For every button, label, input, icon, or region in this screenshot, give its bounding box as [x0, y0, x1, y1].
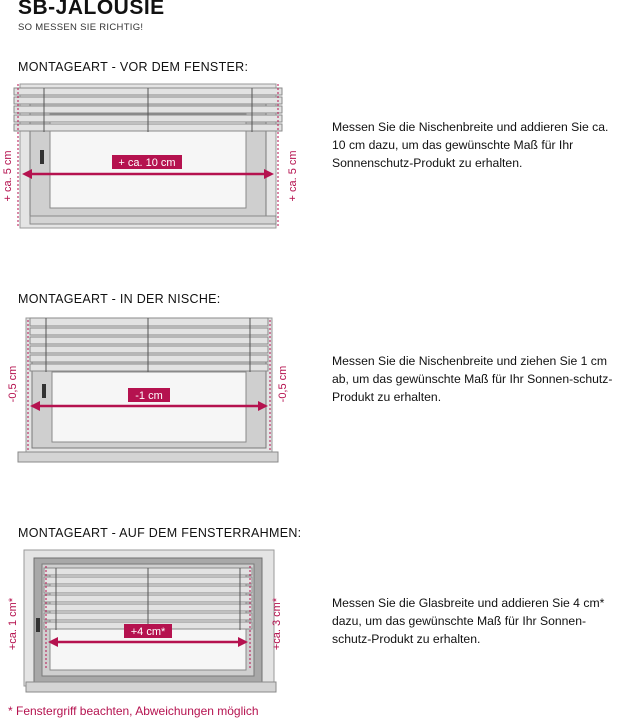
window-handle [36, 618, 40, 632]
section-1-diagram [0, 76, 310, 236]
window-handle [40, 150, 44, 164]
right-offset-label: + ca. 5 cm [287, 150, 299, 202]
window-sill [26, 682, 276, 692]
page-title: SB-JALOUSIE [18, 0, 165, 19]
section-3-diagram [0, 544, 310, 704]
right-offset-label: -0,5 cm [277, 365, 289, 403]
blind-slats [14, 88, 282, 132]
section-1-heading: MONTAGEART - VOR DEM FENSTER: [18, 60, 249, 74]
footnote: * Fenstergriff beachten, Abweichungen möglich [8, 704, 259, 718]
page-subtitle: SO MESSEN SIE RICHTIG! [18, 22, 144, 33]
window-sill [30, 216, 276, 224]
section-2-heading: MONTAGEART - IN DER NISCHE: [18, 292, 221, 306]
left-offset-label: +ca. 1 cm* [7, 597, 19, 651]
window-sill [18, 452, 278, 462]
width-label: + ca. 10 cm [118, 157, 176, 169]
width-label: +4 cm* [130, 626, 166, 638]
left-offset-label: + ca. 5 cm [2, 150, 14, 202]
section-2-description: Messen Sie die Nischenbreite und ziehen Sie 1 cm ab, um das gewünschte Maß für Ihr Sonnen-schutz-Produkt zu erhalten. [332, 354, 613, 404]
window-handle [42, 384, 46, 398]
section-1-description: Messen Sie die Nischenbreite und addieren Sie ca. 10 cm dazu, um das gewünschte Maß für Ihr Sonnenschutz-Produkt zu erhalten. [332, 120, 609, 170]
width-label: -1 cm [135, 390, 163, 402]
left-offset-label: -0,5 cm [7, 365, 19, 403]
right-offset-label: +ca. 3 cm* [271, 597, 283, 651]
section-3-description: Messen Sie die Glasbreite und addieren Sie 4 cm* dazu, um das gewünschte Maß für Ihr Sonnen-schutz-Produkt zu erhalten. [332, 596, 605, 646]
section-3-heading: MONTAGEART - AUF DEM FENSTERRAHMEN: [18, 526, 302, 540]
section-2-diagram [0, 310, 310, 470]
